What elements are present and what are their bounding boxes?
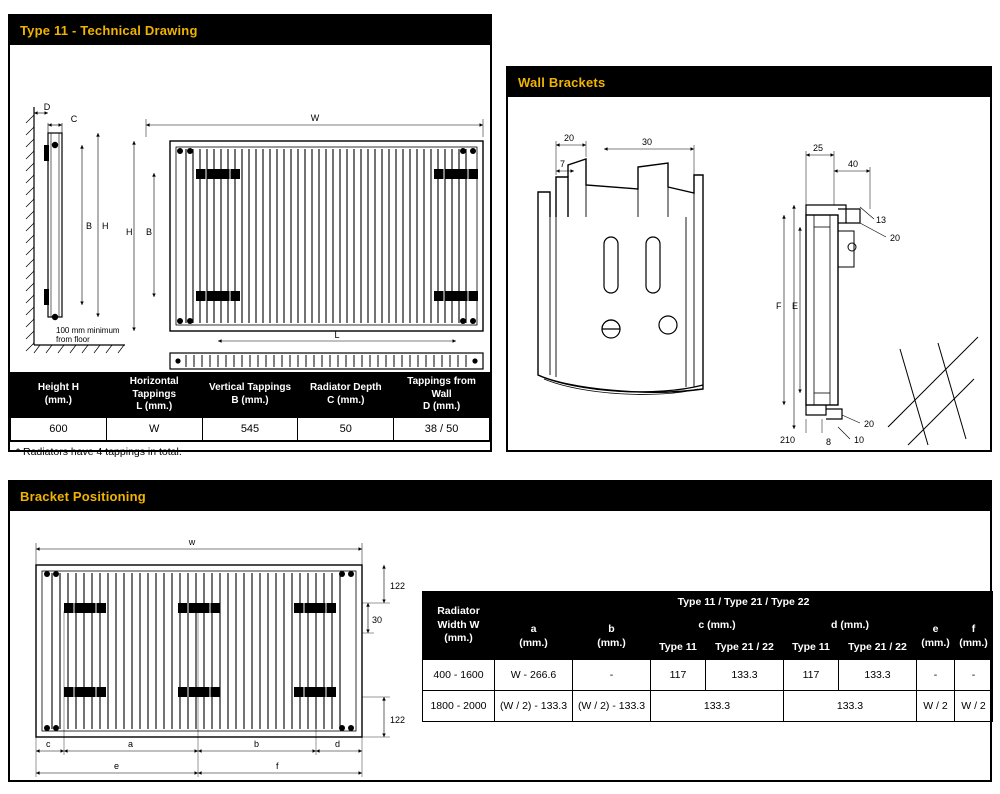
spec-table-row bbox=[11, 417, 490, 440]
label-W-top: W bbox=[310, 113, 320, 123]
row2-f: W / 2 bbox=[955, 690, 993, 721]
wall-brackets-panel bbox=[506, 66, 992, 452]
bracket-dim-20-bottom: 20 bbox=[864, 419, 875, 429]
spec-header-height-l2: (mm.) bbox=[44, 394, 73, 406]
spec-header-radiator-depth-l2: C (mm.) bbox=[327, 394, 365, 406]
bracket-table-header-row-1 bbox=[423, 592, 993, 615]
pos-dim-b: b bbox=[254, 739, 260, 749]
label-C: C bbox=[70, 114, 78, 124]
spec-header-horizontal-tappings bbox=[106, 373, 202, 418]
technical-drawing-svg bbox=[10, 45, 490, 372]
table-row bbox=[423, 690, 993, 721]
floor-note-line2: from floor bbox=[56, 335, 90, 344]
label-L: L bbox=[334, 330, 340, 340]
bracket-header-radiator-width-l3: (mm.) bbox=[444, 632, 473, 645]
row1-width: 400 - 1600 bbox=[423, 659, 495, 690]
bracket-header-c: c (mm.) bbox=[651, 614, 784, 637]
bracket-header-a bbox=[495, 614, 573, 659]
row2-a: (W / 2) - 133.3 bbox=[495, 690, 573, 721]
bracket-header-d-type2122: Type 21 / 22 bbox=[839, 637, 917, 660]
row1-e: - bbox=[917, 659, 955, 690]
bracket-header-e-l2: (mm.) bbox=[921, 636, 950, 649]
bracket-header-radiator-width-l1: Radiator bbox=[437, 605, 480, 617]
label-D: D bbox=[43, 102, 51, 112]
bracket-letter-E: E bbox=[792, 301, 799, 311]
bracket-positioning-table bbox=[422, 591, 993, 722]
wall-brackets-title: Wall Brackets bbox=[508, 68, 990, 97]
row2-d-merged: 133.3 bbox=[784, 690, 917, 721]
label-H-side: H bbox=[102, 221, 109, 231]
row1-f: - bbox=[955, 659, 993, 690]
pos-dim-a: a bbox=[128, 739, 134, 749]
label-B-front: B bbox=[146, 227, 153, 237]
wall-brackets-svg bbox=[508, 97, 990, 447]
spec-cell-vertical-tappings: 545 bbox=[202, 417, 298, 440]
spec-table bbox=[10, 372, 490, 441]
bracket-header-c-type2122: Type 21 / 22 bbox=[706, 637, 784, 660]
row2-c-merged: 133.3 bbox=[651, 690, 784, 721]
row1-b: - bbox=[573, 659, 651, 690]
spec-header-tappings-from-wall-l2: D (mm.) bbox=[422, 401, 461, 412]
bracket-header-e-l1: e bbox=[932, 623, 939, 636]
spec-header-height bbox=[11, 373, 107, 418]
bracket-header-b bbox=[573, 614, 651, 659]
bracket-header-radiator-width bbox=[423, 592, 495, 660]
pos-dim-w: w bbox=[188, 537, 196, 547]
bracket-positioning-table-wrap bbox=[422, 591, 988, 722]
pos-dim-d: d bbox=[335, 739, 341, 749]
bracket-header-f bbox=[955, 614, 993, 659]
bracket-dim-30: 30 bbox=[642, 137, 653, 147]
bracket-table-header-row-2 bbox=[423, 614, 993, 637]
bracket-dim-7: 7 bbox=[560, 159, 566, 169]
pos-dim-122-top: 122 bbox=[390, 581, 406, 591]
bracket-dim-20-top: 20 bbox=[890, 233, 901, 243]
spec-header-vertical-tappings bbox=[202, 373, 298, 418]
pos-dim-122-bottom: 122 bbox=[390, 715, 406, 725]
pos-dim-c: c bbox=[46, 739, 51, 749]
row2-width: 1800 - 2000 bbox=[423, 690, 495, 721]
label-H-front: H bbox=[126, 227, 133, 237]
bracket-header-b-l1: b bbox=[608, 623, 615, 636]
spec-cell-tappings-from-wall: 38 / 50 bbox=[394, 417, 490, 440]
spec-header-tappings-from-wall-l1: Tappings from Wall bbox=[407, 376, 476, 400]
floor-note-line1: 100 mm minimum bbox=[56, 326, 120, 335]
row1-c-type2122: 133.3 bbox=[706, 659, 784, 690]
bracket-dim-210: 210 bbox=[780, 435, 796, 445]
spec-header-horizontal-tappings-l1: Horizontal Tappings bbox=[129, 376, 179, 400]
row1-d-type11: 117 bbox=[784, 659, 839, 690]
row1-a: W - 266.6 bbox=[495, 659, 573, 690]
table-row bbox=[423, 659, 993, 690]
bracket-letter-F: F bbox=[776, 301, 782, 311]
bracket-header-radiator-width-l2: Width W bbox=[437, 618, 480, 631]
spec-cell-height: 600 bbox=[11, 417, 107, 440]
row2-e: W / 2 bbox=[917, 690, 955, 721]
spec-table-footnote: * Radiators have 4 tappings in total. bbox=[10, 441, 490, 462]
technical-drawing-body bbox=[10, 45, 490, 372]
bracket-header-b-l2: (mm.) bbox=[597, 636, 626, 649]
row2-b: (W / 2) - 133.3 bbox=[573, 690, 651, 721]
row1-c-type11: 117 bbox=[651, 659, 706, 690]
spec-header-tappings-from-wall bbox=[394, 373, 490, 418]
bracket-header-d-type11: Type 11 bbox=[784, 637, 839, 660]
pos-dim-e: e bbox=[114, 761, 120, 771]
bracket-header-group-types: Type 11 / Type 21 / Type 22 bbox=[495, 592, 993, 615]
spec-cell-radiator-depth: 50 bbox=[298, 417, 394, 440]
bracket-dim-25: 25 bbox=[813, 143, 824, 153]
bracket-positioning-svg bbox=[10, 511, 410, 781]
bracket-header-a-l1: a bbox=[530, 623, 537, 636]
technical-drawing-title: Type 11 - Technical Drawing bbox=[10, 16, 490, 45]
row1-d-type2122: 133.3 bbox=[839, 659, 917, 690]
spec-header-height-l1: Height H bbox=[37, 382, 79, 394]
bracket-dim-20: 20 bbox=[564, 133, 575, 143]
bracket-positioning-title: Bracket Positioning bbox=[10, 482, 990, 511]
bracket-dim-40: 40 bbox=[848, 159, 859, 169]
bracket-dim-13: 13 bbox=[876, 215, 887, 225]
bracket-header-c-type11: Type 11 bbox=[651, 637, 706, 660]
spec-header-radiator-depth-l1: Radiator Depth bbox=[309, 382, 382, 394]
spec-cell-horizontal-tappings: W bbox=[106, 417, 202, 440]
bracket-header-a-l2: (mm.) bbox=[519, 636, 548, 649]
bracket-header-d: d (mm.) bbox=[784, 614, 917, 637]
bracket-dim-8: 8 bbox=[826, 437, 832, 447]
spec-header-vertical-tappings-l1: Vertical Tappings bbox=[208, 382, 292, 394]
spec-header-vertical-tappings-l2: B (mm.) bbox=[231, 394, 269, 406]
bracket-dim-10: 10 bbox=[854, 435, 865, 445]
label-B-side: B bbox=[86, 221, 93, 231]
spec-header-radiator-depth bbox=[298, 373, 394, 418]
technical-drawing-panel bbox=[8, 14, 492, 458]
pos-dim-30: 30 bbox=[372, 615, 383, 625]
pos-dim-f: f bbox=[276, 761, 279, 771]
bracket-header-f-l1: f bbox=[971, 623, 976, 636]
bracket-header-f-l2: (mm.) bbox=[959, 636, 988, 649]
spec-table-header-row bbox=[11, 373, 490, 418]
bracket-header-e bbox=[917, 614, 955, 659]
bracket-positioning-panel bbox=[8, 480, 992, 782]
spec-header-horizontal-tappings-l2: L (mm.) bbox=[136, 401, 173, 412]
